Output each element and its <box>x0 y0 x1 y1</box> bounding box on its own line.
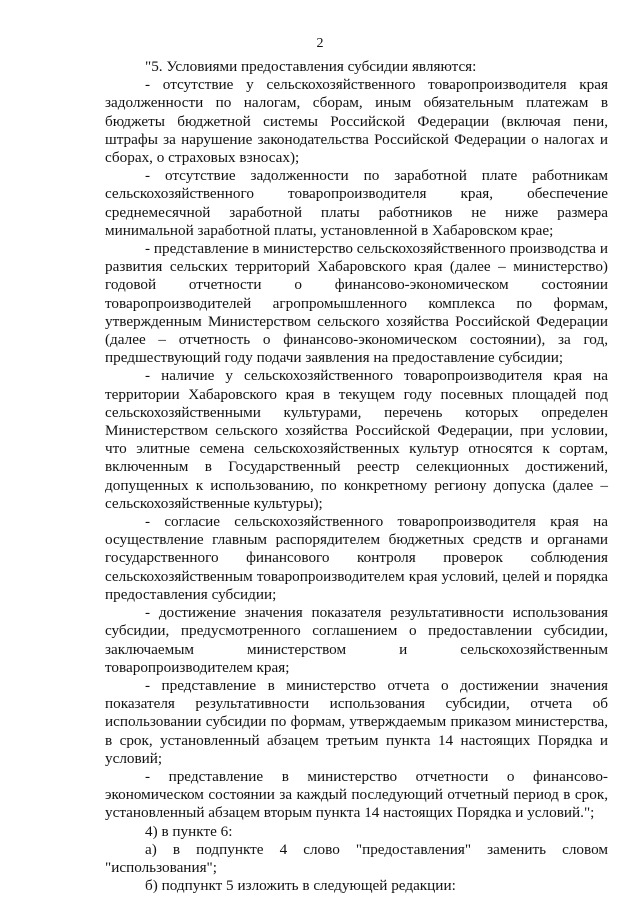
paragraph: б) подпункт 5 изложить в следующей редакции: <box>145 877 456 895</box>
paragraph: - представление в министерство отчета о достижении значения показателя результативности использования субсидии, отчета об использовании субсидии по формам, утверждаемым приказом министерства, в срок, установленный абзацем третьим пункта 14 настоящих Порядка и условий; <box>105 676 608 767</box>
paragraph: - достижение значения показателя результативности использования субсидии, предусмотренного соглашением о предоставлении субсидии, заключаемым министерством и сельскохозяйственным товаропроизводителем края; <box>105 604 608 676</box>
paragraph: - представление в министерство сельскохозяйственного производства и развития сельских территорий Хабаровского края (далее – министерство) годовой отчетности о финансово-экономическом состоянии товаропроизводителей агропромышленного комплекса по формам, утвержденным Министерством сельского хозяйства Российской Федерации (далее – отчетность о финансово-экономическом состоянии), за год, предшествующий году подачи заявления на предоставление субсидии; <box>105 240 608 367</box>
paragraph: "5. Условиями предоставления субсидии являются: <box>145 58 477 75</box>
document-body <box>105 58 608 895</box>
paragraph: 4) в пункте 6: <box>145 822 233 840</box>
paragraph: а) в подпункте 4 слово "предоставления" заменить словом "использования"; <box>105 840 608 876</box>
paragraph: - отсутствие у сельскохозяйственного товаропроизводителя края задолженности по налогам, сборам, иным обязательным платежам в бюджеты бюджетной системы Российской Федерации (включая пени, штрафы за нарушение законодательства Российской Федерации о налогах и сборах, о страховых взносах); <box>105 76 608 167</box>
paragraph: - представление в министерство отчетности о финансово-экономическом состоянии за каждый последующий отчетный период в срок, установленный абзацем вторым пункта 14 настоящих Порядка и условий."; <box>105 767 608 822</box>
paragraph: - отсутствие задолженности по заработной плате работникам сельскохозяйственного товаропроизводителя края, обеспечение среднемесячной заработной платы работников не ниже размера минимальной заработной платы, установленной в Хабаровском крае; <box>105 167 608 239</box>
page-number: 2 <box>316 36 324 51</box>
paragraph: - согласие сельскохозяйственного товаропроизводителя края на осуществление главным распорядителем бюджетных средств и органами государственного финансового контроля проверок соблюдения сельскохозяйственным товаропроизводителем края условий, целей и порядка предоставления субсидии; <box>105 513 608 603</box>
paragraph: - наличие у сельскохозяйственного товаропроизводителя края на территории Хабаровского края в текущем году посевных площадей под сельскохозяйственными культурами, перечень которых определен Министерством сельского хозяйства Российской Федерации, при условии, что элитные семена сельскохозяйственных культур относятся к сортам, включенным в Государственный реестр селекционных достижений, допущенных к использованию, по конкретному региону допуска (далее – сельскохозяйственные культуры); <box>105 367 608 512</box>
